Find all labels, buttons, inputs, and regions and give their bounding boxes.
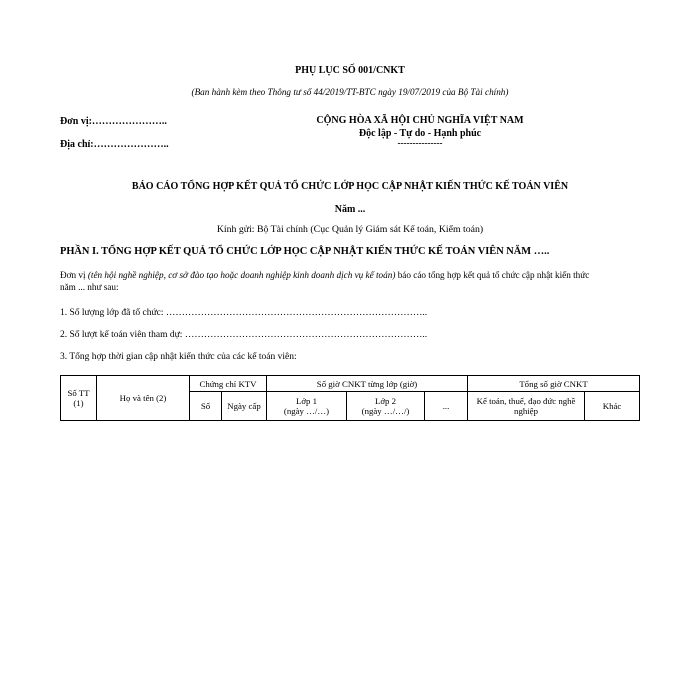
intro-paragraph (60, 270, 589, 280)
report-title: BÁO CÁO TỔNG HỢP KẾT QUẢ TỔ CHỨC LỚP HỌC CẬP NHẬT KIẾN THỨC KẾ TOÁN VIÊN (131, 181, 569, 192)
national-motto: Độc lập - Tự do - Hạnh phúc (358, 128, 482, 139)
col-header-no: Số TT (1) (61, 376, 97, 421)
col-header-class-more: ... (425, 392, 468, 421)
col-header-cert-date: Ngày cấp (222, 392, 267, 421)
national-title: CỘNG HÒA XÃ HỘI CHỦ NGHĨA VIỆT NAM (316, 115, 524, 126)
intro-italic: (tên hội nghề nghiệp, cơ sở đào tạo hoặc doanh nghiệp kinh doanh dịch vụ kế toán) (87, 270, 396, 280)
col-header-other-hours: Khác (585, 392, 640, 421)
class-2-date: (ngày …/…/) (361, 406, 410, 416)
group-header-hours: Số giờ CNKT từng lớp (giờ) (267, 376, 468, 392)
group-header-total: Tổng số giờ CNKT (468, 376, 640, 392)
item-class-count: 1. Số lượng lớp đã tổ chức: ……………………………………………………………………….. (60, 308, 428, 318)
appendix-subtitle: (Ban hành kèm theo Thông tư số 44/2019/TT-BTC ngày 19/07/2019 của Bộ Tài chính) (191, 87, 509, 97)
intro-prefix: Đơn vị (60, 270, 88, 280)
motto-underline: --------------- (397, 138, 443, 148)
section-title: PHẦN I. TỔNG HỢP KẾT QUẢ TỔ CHỨC LỚP HỌC CẬP NHẬT KIẾN THỨC KẾ TOÁN VIÊN NĂM ….. (60, 246, 550, 257)
item-time-summary: 3. Tổng hợp thời gian cập nhật kiến thức của các kế toán viên: (60, 352, 297, 362)
item-attendee-count: 2. Số lượt kế toán viên tham dự: ………………………………………………………………….. (60, 330, 428, 340)
class-1-label: Lớp 1 (295, 396, 318, 406)
class-2-label: Lớp 2 (374, 396, 397, 406)
unit-label: Đơn vị:………………….. (60, 116, 167, 127)
group-header-certificate: Chứng chỉ KTV (190, 376, 267, 392)
col-header-name: Họ và tên (2) (97, 376, 190, 421)
class-1-date: (ngày …/…) (283, 406, 330, 416)
summary-table (60, 375, 640, 421)
recipient-line: Kính gửi: Bộ Tài chính (Cục Quản lý Giám sát Kế toán, Kiểm toán) (216, 224, 484, 235)
intro-suffix: báo cáo tổng hợp kết quả tổ chức cập nhật kiến thức (395, 270, 590, 280)
col-header-accounting-hours: Kế toán, thuế, đạo đức nghề nghiệp (468, 392, 585, 421)
address-label: Địa chỉ:………………….. (60, 139, 169, 150)
col-header-class-1 (267, 392, 347, 421)
col-header-cert-number: Số (190, 392, 222, 421)
col-header-class-2 (347, 392, 425, 421)
intro-line-2: năm ... như sau: (60, 282, 119, 292)
report-year: Năm ... (334, 204, 366, 215)
appendix-title: PHỤ LỤC SỐ 001/CNKT (295, 65, 405, 76)
